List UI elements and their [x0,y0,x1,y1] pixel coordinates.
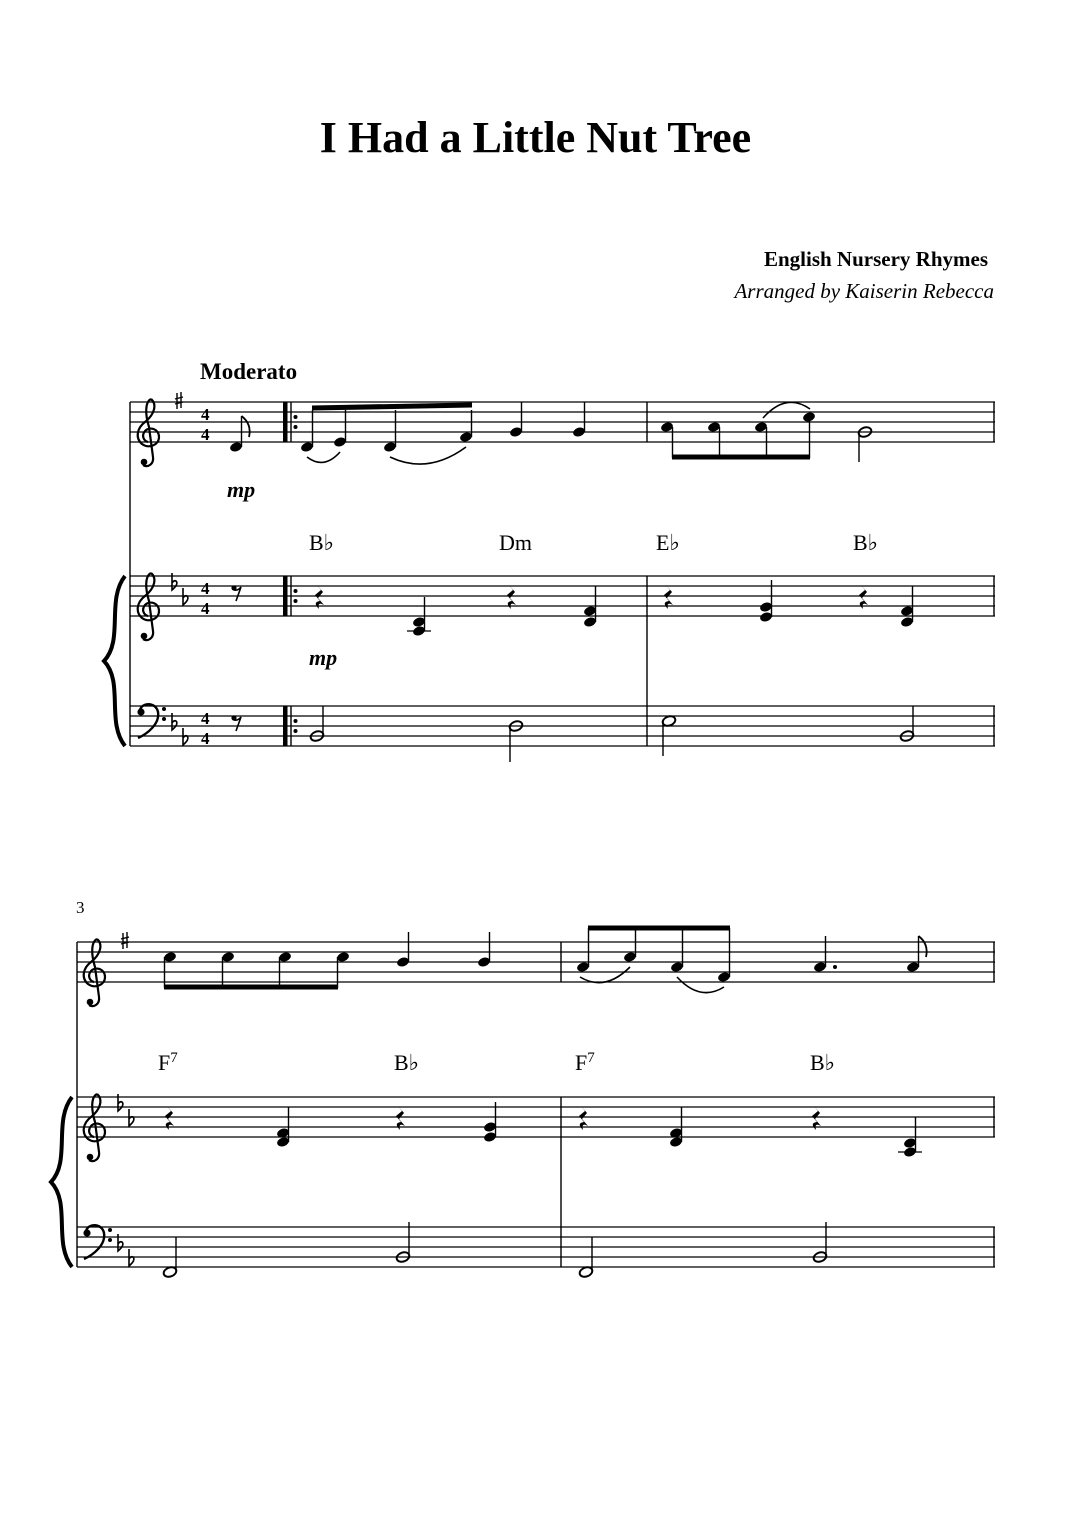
eighth-rest [231,585,241,601]
piano-rh-staff-2 [77,1097,995,1137]
piano-lh-bar-4 [578,1222,827,1278]
key-signature-flat [129,1249,134,1266]
piano-lh-staff-2 [77,1227,995,1267]
chord-symbol: B♭ [810,1050,836,1075]
tempo-marking: Moderato [200,359,298,384]
composer-credit: English Nursery Rhymes [763,247,988,271]
arranger-credit: Arranged by Kaiserin Rebecca [734,279,994,303]
piano-brace [51,1097,72,1267]
key-signature-flat [129,1109,134,1126]
melody-staff-2 [77,942,995,982]
piano-lh-bar-3 [162,1222,410,1278]
melody-bar-1 [300,402,586,464]
piano-rh-bar-2 [664,580,914,628]
piano-rh-staff-1 [130,576,995,616]
time-signature-top: 4 [201,405,210,424]
time-signature-top: 4 [201,709,210,728]
piano-lh-staff-1 [130,706,995,746]
piano-rh-bar-3 [165,1102,497,1148]
chord-symbol: B♭ [309,530,335,555]
time-signature-bottom: 4 [201,425,210,444]
dynamic-mp: mp [227,477,256,502]
system-2 [51,898,995,1278]
time-signature-bottom: 4 [201,729,210,748]
time-signature-bottom: 4 [201,599,210,618]
dynamic-mp: mp [309,645,338,670]
bass-clef [83,1225,112,1259]
chord-symbol: $F^7$ [575,1050,595,1075]
time-signature-top: 4 [201,579,210,598]
eighth-rest [231,715,241,731]
melody-bar-4 [576,928,927,993]
chord-symbol: $F^7$ [158,1050,178,1075]
piano-lh-bar-2 [661,706,914,756]
measure-number: 3 [76,898,85,917]
key-signature-sharp [121,932,129,949]
system-1 [104,392,995,762]
melody-bar-3 [163,932,491,988]
key-signature-flat [183,728,188,745]
piano-rh-bar-4 [579,1106,922,1158]
piano-brace [104,576,125,746]
bass-clef [137,704,166,738]
piano-rh-bar-1 [315,585,597,637]
key-signature-flat [183,588,188,605]
chord-symbol: B♭ [394,1050,420,1075]
key-signature-sharp [175,392,183,409]
chord-symbol: Dm [499,530,532,555]
chord-symbol: E♭ [656,530,680,555]
song-title: I Had a Little Nut Tree [319,113,752,162]
chord-symbol: B♭ [853,530,879,555]
piano-lh-bar-1 [309,706,523,762]
